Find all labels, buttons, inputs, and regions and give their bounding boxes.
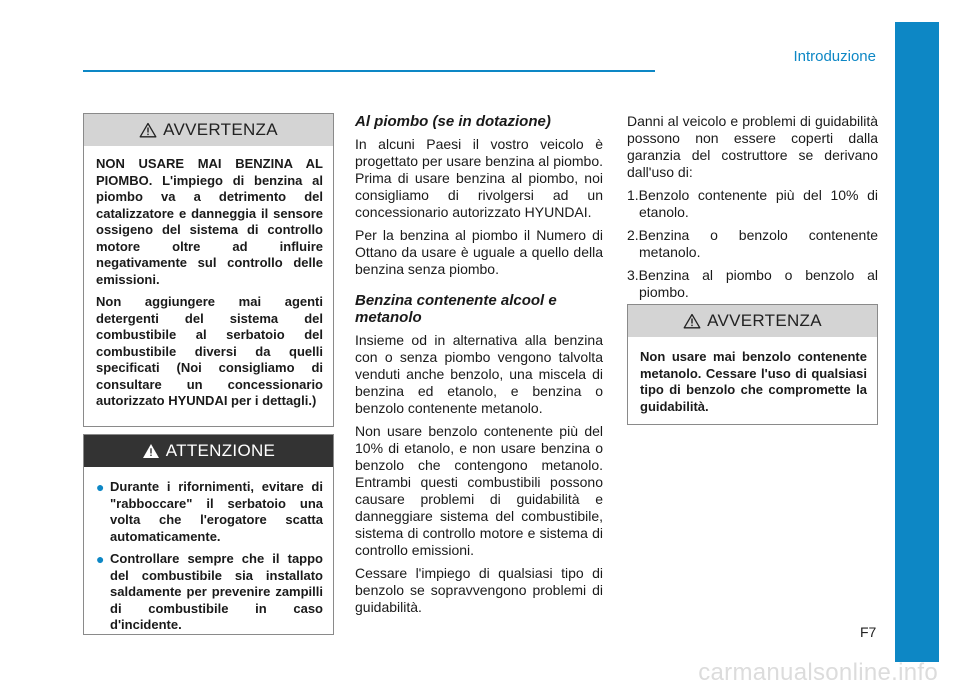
list-item: 1.Benzolo contenente più del 10% di etanolo. bbox=[627, 187, 878, 220]
middle-column bbox=[355, 113, 603, 622]
warning-body bbox=[628, 337, 877, 429]
body-paragraph: Cessare l'impiego di qualsiasi tipo di benzolo se sopravvengono problemi di guidabilità. bbox=[355, 565, 603, 615]
header-rule bbox=[83, 70, 655, 72]
warning-paragraph: Non aggiungere mai agenti detergenti del sistema del combustibile al serbatoio del combustibile diversi da quelli specificati (Noi consigliamo di consultare un concessionario autorizzato HYUNDAI per i dettagli.) bbox=[96, 294, 323, 408]
body-paragraph: Danni al veicolo e problemi di guidabilità possono non essere coperti dalla garanzia del costruttore se derivano dall'uso di: bbox=[627, 113, 878, 180]
section-heading: Benzina contenente alcool e metanolo bbox=[355, 292, 557, 326]
warning-triangle-filled-icon bbox=[142, 443, 160, 459]
right-column bbox=[627, 113, 878, 307]
page-number: F7 bbox=[860, 624, 877, 640]
watermark: carmanualsonline.info bbox=[698, 659, 938, 686]
warning-heading: AVVERTENZA bbox=[707, 311, 822, 330]
caution-item-text: Controllare sempre che il tappo del combustibile sia installato saldamente per prevenire zampilli di combustibile in caso d'incidente. bbox=[110, 551, 323, 632]
warning-header bbox=[84, 114, 333, 146]
caution-box bbox=[83, 434, 334, 635]
body-paragraph: In alcuni Paesi il vostro veicolo è progettato per usare benzina al piombo. Prima di usare benzina al piombo, noi consigliamo di rivolgersi ad un concessionario autorizzato HYUNDAI. bbox=[355, 136, 603, 220]
warning-triangle-outline-icon bbox=[683, 313, 701, 329]
warning-box-left bbox=[83, 113, 334, 427]
warning-header bbox=[628, 305, 877, 337]
damage-list bbox=[627, 187, 878, 301]
body-paragraph: Per la benzina al piombo il Numero di Ottano da usare è uguale a quello della benzina senza piombo. bbox=[355, 227, 603, 277]
list-item: 3.Benzina al piombo o benzolo al piombo. bbox=[627, 267, 878, 300]
caution-item bbox=[96, 479, 323, 545]
warning-body bbox=[84, 146, 333, 424]
caution-item bbox=[96, 551, 323, 634]
warning-paragraph: Non usare mai benzolo contenente metanolo. Cessare l'uso di qualsiasi tipo di benzolo che compromette la guidabilità. bbox=[640, 349, 867, 414]
body-paragraph: Non usare benzolo contenente più del 10% di etanolo, e non usare benzina o benzolo che contengono metanolo. Entrambi questi combustibili possono causare problemi di guidabilità e danneggiare sistema del combustibile, sistema di controllo motore e sistema di controllo emissioni. bbox=[355, 423, 603, 558]
warning-triangle-outline-icon bbox=[139, 122, 157, 138]
blue-dot-bullet-icon: ● bbox=[96, 551, 105, 567]
caution-heading: ATTENZIONE bbox=[165, 441, 276, 460]
caution-header bbox=[84, 435, 333, 467]
body-paragraph: Insieme od in alternativa alla benzina con o senza piombo vengono talvolta venduti anche benzolo, una miscela di benzina ed etanolo, e benzina o benzolo contenente metanolo. bbox=[355, 332, 603, 416]
section-title: Introduzione bbox=[793, 48, 876, 65]
section-heading: Al piombo (se in dotazione) bbox=[355, 113, 551, 130]
blue-dot-bullet-icon: ● bbox=[96, 479, 105, 495]
list-item: 2.Benzina o benzolo contenente metanolo. bbox=[627, 227, 878, 260]
warning-paragraph: NON USARE MAI BENZINA AL PIOMBO. L'impiego di benzina al piombo va a detrimento del catalizzatore e danneggia il sensore ossigeno del sistema di controllo motore oltre ad influire negativamente sul controllo delle emissioni. bbox=[96, 156, 323, 287]
warning-box-right bbox=[627, 304, 878, 425]
caution-item-text: Durante i rifornimenti, evitare di "rabboccare" il serbatoio una volta che l'erogatore scatta automaticamente. bbox=[110, 479, 323, 544]
warning-heading: AVVERTENZA bbox=[163, 120, 278, 139]
chapter-tab bbox=[895, 22, 939, 662]
caution-body bbox=[84, 467, 333, 648]
